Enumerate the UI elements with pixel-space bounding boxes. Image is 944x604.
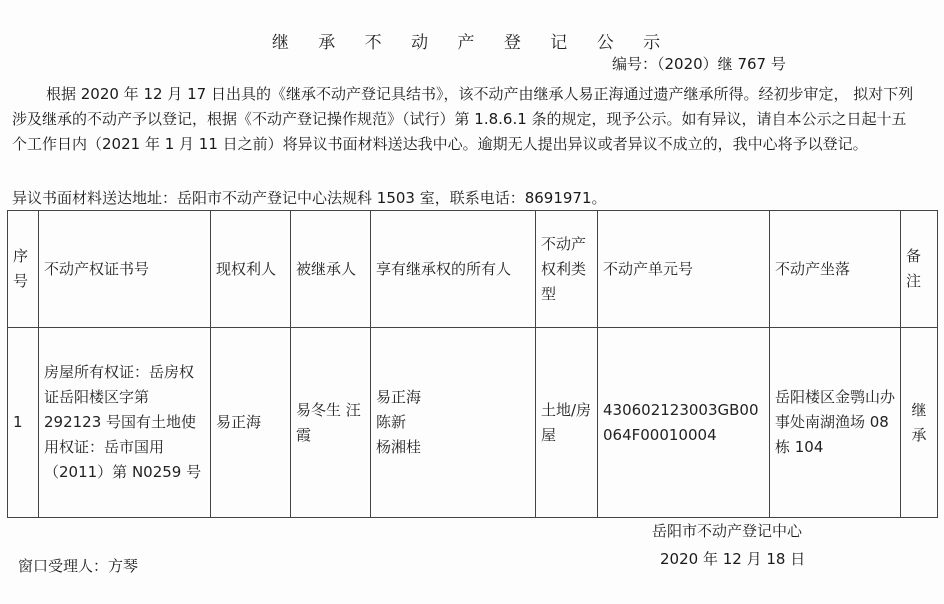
header-location: 不动产坐落 <box>770 211 901 328</box>
header-right-type: 不动产权利类型 <box>536 211 598 328</box>
cell-seq: 1 <box>8 328 39 518</box>
header-unit-no: 不动产单元号 <box>598 211 770 328</box>
header-remark: 备注 <box>901 211 938 328</box>
cell-remark: 继承 <box>901 328 938 518</box>
cell-location: 岳阳楼区金鹗山办事处南湖渔场 08 栋 104 <box>770 328 901 518</box>
cell-current-holder: 易正海 <box>211 328 291 518</box>
cell-heirs <box>371 328 536 518</box>
header-seq: 序号 <box>8 211 39 328</box>
heir-name: 杨湘桂 <box>376 438 422 456</box>
heir-name: 陈新 <box>376 413 407 431</box>
heir-name: 易正海 <box>376 388 422 406</box>
header-current-holder: 现权利人 <box>211 211 291 328</box>
registration-table <box>7 210 938 518</box>
document-title: 继 承 不 动 产 登 记 公 示 <box>271 33 673 53</box>
table-header-row <box>8 211 938 328</box>
cell-right-type: 土地/房屋 <box>536 328 598 518</box>
cell-cert-no: 房屋所有权证：岳房权证岳阳楼区字第 292123 号国有土地使用权证：岳市国用（2011）第 N0259 号 <box>39 328 211 518</box>
header-heirs: 享有继承权的所有人 <box>371 211 536 328</box>
window-receiver: 窗口受理人：方琴 <box>18 557 139 575</box>
header-decedent: 被继承人 <box>291 211 371 328</box>
table-row <box>8 328 938 518</box>
issue-date: 2020 年 12 月 18 日 <box>660 550 806 568</box>
notice-body <box>12 82 917 157</box>
issuing-organization: 岳阳市不动产登记中心 <box>652 522 803 540</box>
objection-address: 异议书面材料送达地址：岳阳市不动产登记中心法规科 1503 室，联系电话：8691971。 <box>12 189 607 207</box>
header-cert-no: 不动产权证书号 <box>39 211 211 328</box>
document-number: 编号：（2020）继 767 号 <box>612 55 786 73</box>
cell-decedent: 易冬生 汪霞 <box>291 328 371 518</box>
cell-unit-no: 430602123003GB00064F00010004 <box>598 328 770 518</box>
notice-paragraph: 根据 2020 年 12 月 17 日出具的《继承不动产登记具结书》，该不动产由继承人易正海通过遗产继承所得。经初步审定， 拟对下列涉及继承的不动产予以登记，根据《不动产登记操作规范》（试行）第 1.8.6.1 条的规定，现予公示。如有异议，请自本公示之日起十五个工作日内（2021 年 1 月 11 日之前）将异议书面材料送达我中心。逾期无人提出异议或者异议不成立的，我中心将予以登记。 <box>12 85 914 153</box>
